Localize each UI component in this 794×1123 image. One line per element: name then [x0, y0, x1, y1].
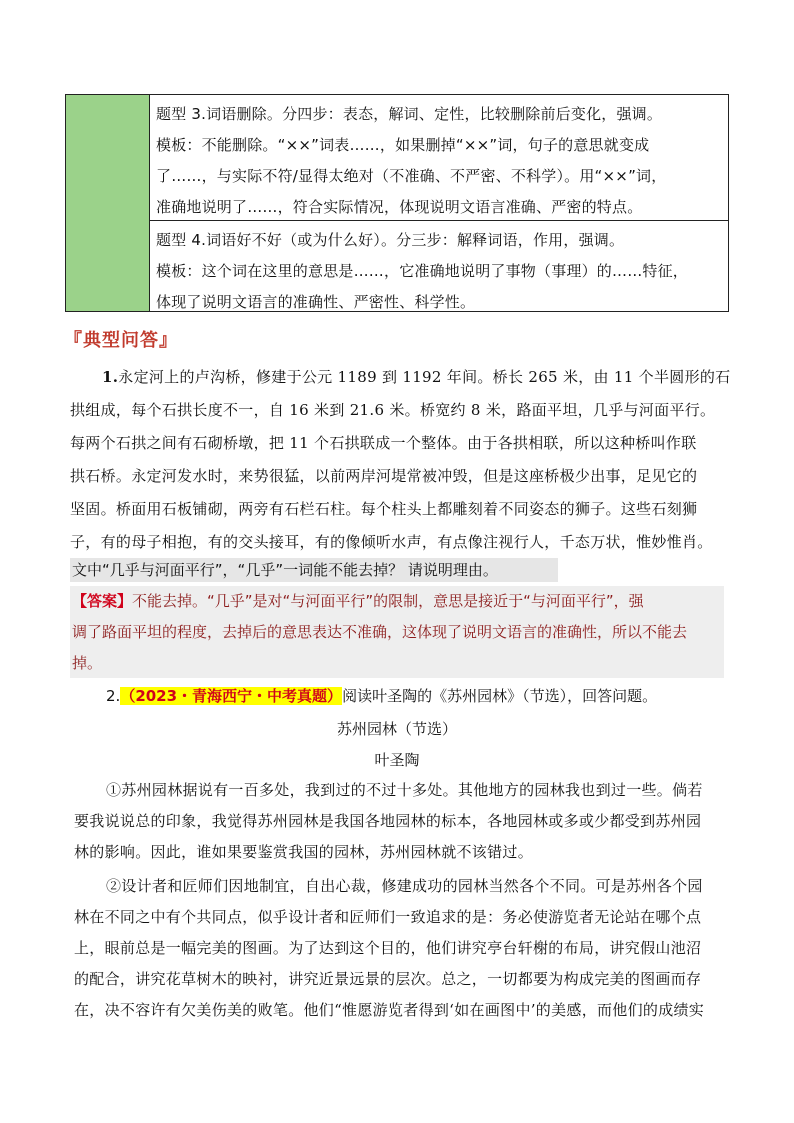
essay-title: 苏州园林（节选）	[336, 720, 457, 738]
table-label-cell	[66, 95, 150, 311]
essay-line: 林在不同之中有个共同点，似乎设计者和匠师们一致追求的是：务必使游览者无论站在哪个点	[74, 908, 702, 926]
passage-line: 每两个石拱之间有石砌桥墩，把 11 个石拱联成一个整体。由于各拱相联，所以这种桥叫作联	[70, 434, 697, 452]
essay-line: 林的影响。因此，谁如果要鉴赏我国的园林，苏州园林就不该错过。	[74, 843, 534, 861]
essay-line: ②设计者和匠师们因地制宜，自出心裁，修建成功的园林当然各个不同。可是苏州各个园	[106, 877, 703, 895]
answer-block	[70, 586, 724, 678]
question-number: 2.	[106, 687, 121, 705]
answer-line	[72, 586, 724, 617]
essay-line: 上，眼前总是一幅完美的图画。为了达到这个目的，他们讲究亭台轩榭的布局，讲究假山池沼	[74, 939, 702, 957]
essay-paragraph-1	[74, 775, 734, 868]
template-table	[65, 94, 729, 312]
essay-paragraph-2	[74, 871, 734, 1026]
table-line: 准确地说明了……，符合实际情况，体现说明文语言准确、严密的特点。	[156, 198, 643, 216]
passage-line	[70, 361, 730, 394]
table-line: 题型 3.词语删除。分四步：表态，解词、定性，比较删除前后变化，强调。	[156, 105, 663, 123]
passage-line: 子，有的母子相抱，有的交头接耳，有的像倾听水声，有点像注视行人，千态万状，惟妙惟肖。	[70, 533, 713, 551]
table-line: 题型 4.词语好不好（或为什么好）。分三步：解释词语，作用，强调。	[156, 231, 625, 249]
section-title: 『典型问答』	[64, 330, 178, 351]
table-line: 了……，与实际不符/显得太绝对（不准确、不严密、不科学）。用“××”词，	[156, 167, 667, 185]
answer-line: 调了路面平坦的程度，去掉后的意思表达不准确，这体现了说明文语言的准确性，所以不能去	[72, 623, 688, 641]
table-row	[150, 95, 728, 221]
passage-text: 永定河上的卢沟桥，修建于公元 1189 到 1192 年间。桥长 265 米，由 11 个半圆形的石	[118, 368, 731, 386]
table-row	[150, 221, 728, 318]
passage-line: 坚固。桥面用石板铺砌，两旁有石栏石柱。每个柱头上都雕刻着不同姿态的狮子。这些石刻狮	[70, 500, 698, 518]
question-1-passage	[70, 361, 730, 559]
question-2-instruction: 阅读叶圣陶的《苏州园林》（节选），回答问题。	[342, 687, 658, 705]
question-2-prompt	[106, 684, 657, 708]
essay-line: 的配合，讲究花草树木的映衬，讲究近景远景的层次。总之，一切都要为构成完美的图画而存	[74, 970, 702, 988]
answer-text: 不能去掉。“几乎”是对“与河面平行”的限制，意思是接近于“与河面平行”，强	[132, 592, 644, 610]
answer-tag: 【答案】	[72, 592, 133, 610]
passage-line: 拱石桥。永定河发水时，来势很猛，以前两岸河堤常被冲毁，但是这座桥极少出事，足见它的	[70, 467, 698, 485]
passage-line: 拱组成，每个石拱长度不一，自 16 米到 21.6 米。桥宽约 8 米，路面平坦，几乎与河面平行。	[70, 401, 716, 419]
table-text-column	[150, 95, 728, 311]
question-1-prompt: 文中“几乎与河面平行”，“几乎”一词能不能去掉？ 请说明理由。	[70, 558, 558, 582]
source-highlight: （2023・青海西宁・中考真题）	[120, 687, 343, 705]
question-number: 1.	[102, 368, 119, 386]
answer-line: 掉。	[72, 654, 103, 672]
essay-line: 要我说说总的印象，我觉得苏州园林是我国各地园林的标本，各地园林或多或少都受到苏州园	[74, 812, 702, 830]
essay-line: 在，决不容许有欠美伤美的败笔。他们“惟愿游览者得到‘如在画图中’的美感，而他们的成绩实	[74, 1001, 705, 1019]
table-line: 模板：不能删除。“××”词表……，如果删掉“××”词，句子的意思就变成	[156, 136, 650, 154]
essay-line: ①苏州园林据说有一百多处，我到过的不过十多处。其他地方的园林我也到过一些。倘若	[106, 781, 703, 799]
essay-author: 叶圣陶	[374, 751, 420, 769]
table-line: 模板：这个词在这里的意思是……，它准确地说明了事物（事理）的……特征，	[156, 262, 689, 280]
table-line: 体现了说明文语言的准确性、严密性、科学性。	[156, 293, 476, 311]
